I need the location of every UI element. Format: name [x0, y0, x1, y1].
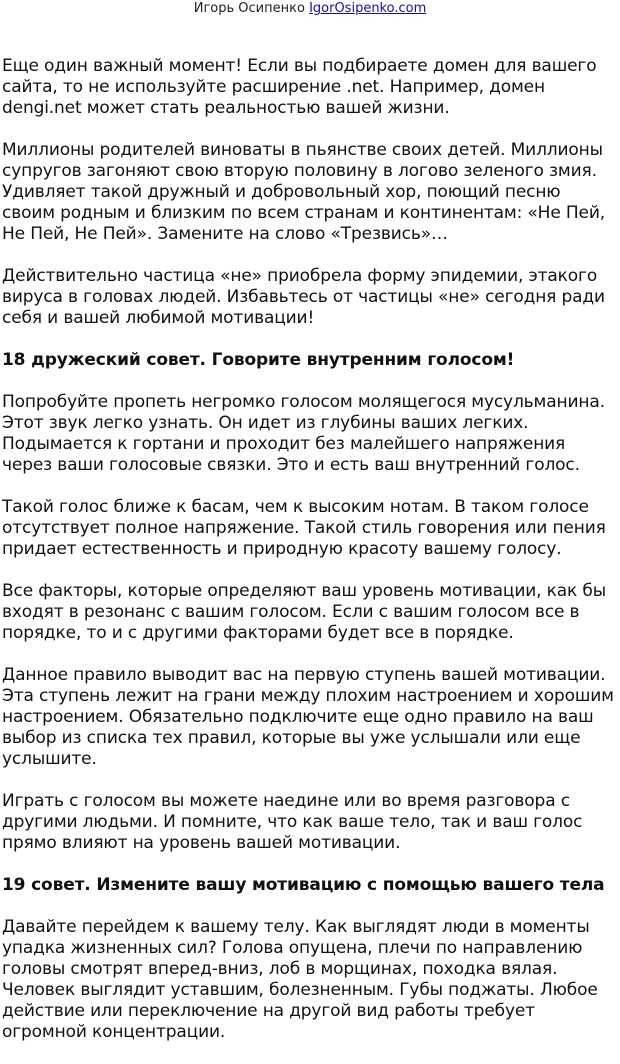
site-link[interactable]: IgorOsipenko.com [309, 1, 427, 16]
document-body [2, 56, 618, 1064]
paragraph: Еще один важный момент! Если вы подбираете домен для вашего сайта, то не используйте расширение .net. Например, домен dengi.net может стать реальностью вашей жизни. [2, 56, 597, 118]
paragraph: Данное правило выводит вас на первую ступень вашей мотивации. Эта ступень лежит на грани между плохим настроением и хорошим настроением. Обязательно подключите еще одно правило на ваш выбор из списка тех правил, которые вы уже услышали или еще услышите. [2, 665, 614, 769]
author-name: Игорь Осипенко [193, 1, 305, 16]
section-heading-18: 18 дружеский совет. Говорите внутренним голосом! [2, 350, 515, 370]
page-header [0, 0, 620, 18]
paragraph: Миллионы родителей виноваты в пьянстве своих детей. Миллионы супругов загоняют свою вторую половину в логово зеленого змия. Удивляет такой дружный и добровольный хор, поющий песню своим родным и близким по всем странам и континентам: «Не Пей, Не Пей, Не Пей». Замените на слово «Трезвись»… [2, 140, 605, 244]
paragraph: Попробуйте пропеть негромко голосом молящегося мусульманина. Этот звук легко узнать. Он идет из глубины ваших легких. Подымается к гортани и проходит без малейшего напряжения через ваши голосовые связки. Это и есть ваш внутренний голос. [2, 392, 605, 475]
paragraph: Давайте перейдем к вашему телу. Как выглядят люди в моменты упадка жизненных сил? Голова опущена, плечи по направлению головы смотрят вперед-вниз, лоб в морщинах, походка вялая. Человек выглядит уставшим, болезненным. Губы поджаты. Любое действие или переключение на другой вид работы требует огромной концентрации. [2, 917, 598, 1042]
paragraph: Все факторы, которые определяют ваш уровень мотивации, как бы входят в резонанс с вашим голосом. Если с вашим голосом все в порядке, то и с другими факторами будет все в порядке. [2, 581, 607, 643]
paragraph: Такой голос ближе к басам, чем к высоким нотам. В таком голосе отсутствует полное напряжение. Такой стиль говорения или пения придает естественность и природную красоту вашему голосу. [2, 497, 606, 559]
paragraph: Играть с голосом вы можете наедине или во время разговора с другими людьми. И помните, что как ваше тело, так и ваш голос прямо влияют на уровень вашей мотивации. [2, 791, 583, 853]
paragraph: Действительно частица «не» приобрела форму эпидемии, этакого вируса в головах людей. Избавьтесь от частицы «не» сегодня ради себя и вашей любимой мотивации! [2, 266, 605, 328]
section-heading-19: 19 совет. Измените вашу мотивацию с помощью вашего тела [2, 875, 605, 895]
